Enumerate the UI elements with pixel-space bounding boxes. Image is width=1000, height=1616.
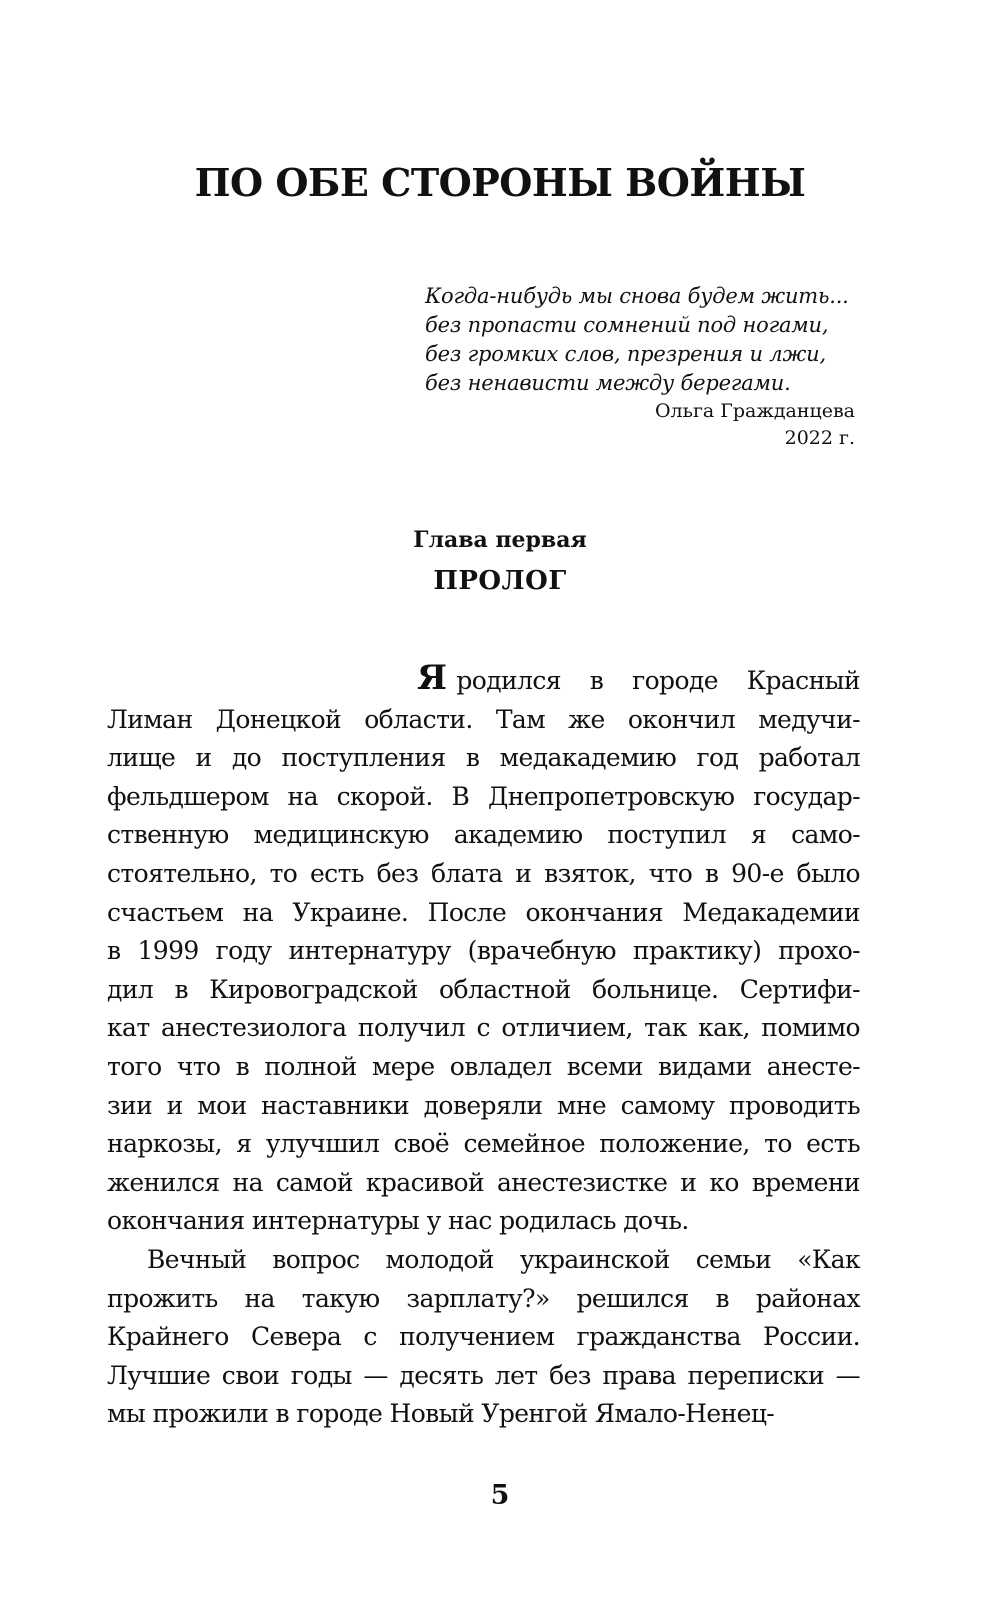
- text-line: дил в Кировоградской областной больнице. Сертифи-: [107, 974, 860, 1004]
- text-line: прожить на такую зарплату?» решился в районах: [107, 1283, 860, 1313]
- first-line-text: родился в городе Красный: [456, 666, 860, 695]
- text-line: мы прожили в городе Новый Уренгой Ямало-Ненец-: [107, 1399, 775, 1429]
- text-line: ственную медицинскую академию поступил я само-: [107, 820, 860, 850]
- text-line: лище и до поступления в медакадемию год работал: [107, 743, 860, 773]
- book-title: ПО ОБЕ СТОРОНЫ ВОЙНЫ: [194, 160, 806, 205]
- text-line: счастьем на Украине. После окончания Медакадемии: [107, 897, 860, 927]
- text-line: зии и мои наставники доверяли мне самому проводить: [107, 1090, 860, 1120]
- text-line: Вечный вопрос молодой украинской семьи «Как: [147, 1244, 860, 1274]
- epigraph: [425, 282, 855, 452]
- paragraph-1: [107, 701, 860, 1241]
- chapter-title: ПРОЛОГ: [433, 566, 567, 596]
- epigraph-author: Ольга Гражданцева: [654, 400, 855, 422]
- epigraph-line: без пропасти сомнений под ногами,: [425, 313, 829, 337]
- epigraph-line: без громких слов, презрения и лжи,: [425, 342, 826, 366]
- text-line: кат анестезиолога получил с отличием, так как, помимо: [107, 1013, 860, 1043]
- epigraph-verse: [425, 282, 855, 398]
- text-line: стоятельно, то есть без блата и взяток, что в 90-е было: [107, 858, 860, 888]
- text-line: в 1999 году интернатуру (врачебную практику) прохо-: [107, 936, 860, 966]
- text-line: того что в полной мере овладел всеми видами анесте-: [107, 1051, 860, 1081]
- text-line: наркозы, я улучшил своё семейное положение, то есть: [107, 1129, 860, 1159]
- epigraph-line: без ненависти между берегами.: [425, 371, 791, 395]
- text-line: Лучшие свои годы — десять лет без права переписки —: [107, 1360, 860, 1390]
- first-line: [107, 658, 860, 701]
- body-text: [107, 658, 860, 1434]
- drop-letter: Я: [417, 658, 447, 698]
- epigraph-line: Когда-нибудь мы снова будем жить...: [425, 284, 849, 308]
- epigraph-year: 2022 г.: [784, 427, 855, 449]
- text-line: женился на самой красивой анестезистке и ко времени: [107, 1167, 860, 1197]
- text-line: окончания интернатуры у нас родилась дочь.: [107, 1206, 689, 1236]
- text-line: Крайнего Севера с получением гражданства России.: [107, 1322, 860, 1352]
- chapter-label: Глава первая: [413, 527, 587, 553]
- text-line: фельдшером на скорой. В Днепропетровскую государ-: [107, 781, 860, 811]
- paragraph-2: [107, 1241, 860, 1434]
- text-line: Лиман Донецкой области. Там же окончил медучи-: [107, 704, 860, 734]
- page-number: 5: [490, 1480, 510, 1511]
